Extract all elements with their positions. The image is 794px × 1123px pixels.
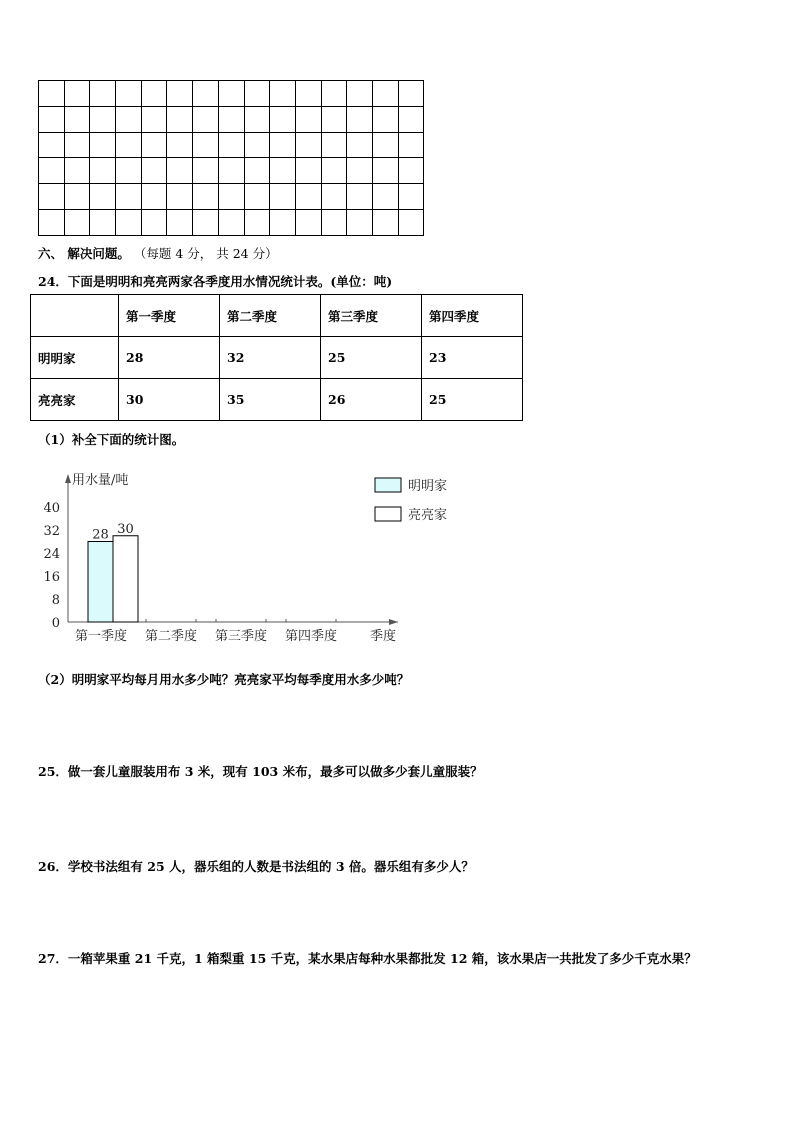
grid-cell bbox=[244, 158, 270, 184]
grid-cell bbox=[167, 209, 193, 235]
grid-cell bbox=[39, 184, 65, 210]
table-header-cell: 第三季度 bbox=[321, 295, 422, 337]
legend-label: 亮亮家 bbox=[408, 508, 448, 523]
legend-swatch bbox=[375, 478, 401, 492]
table-cell: 明明家 bbox=[31, 337, 119, 379]
grid-cell bbox=[193, 184, 219, 210]
grid-cell bbox=[218, 81, 244, 107]
grid-cell bbox=[193, 132, 219, 158]
grid-cell bbox=[116, 132, 142, 158]
grid-cell bbox=[270, 106, 296, 132]
grid-cell bbox=[218, 106, 244, 132]
grid-cell bbox=[39, 209, 65, 235]
x-tick-label: 第二季度 bbox=[144, 629, 198, 644]
grid-cell bbox=[244, 81, 270, 107]
x-tick-label: 第四季度 bbox=[284, 629, 338, 644]
grid-cell bbox=[90, 132, 116, 158]
grid-cell bbox=[398, 209, 424, 235]
grid-cell bbox=[398, 132, 424, 158]
x-axis-label: 季度 bbox=[369, 629, 397, 644]
x-axis-arrow bbox=[389, 619, 398, 625]
grid-cell bbox=[218, 132, 244, 158]
grid-cell bbox=[218, 209, 244, 235]
grid-row bbox=[39, 81, 424, 107]
water-usage-bar-chart bbox=[30, 462, 470, 652]
grid-cell bbox=[270, 209, 296, 235]
grid-cell bbox=[270, 158, 296, 184]
grid-cell bbox=[321, 184, 347, 210]
table-row bbox=[31, 379, 523, 421]
question-24-sub1: （1）补全下面的统计图。 bbox=[38, 432, 185, 447]
grid-row bbox=[39, 106, 424, 132]
grid-cell bbox=[141, 209, 167, 235]
table-header-cell: 第二季度 bbox=[220, 295, 321, 337]
grid-cell bbox=[295, 81, 321, 107]
grid-cell bbox=[64, 209, 90, 235]
section-six-score: （每题 4 分， 共 24 分） bbox=[133, 246, 278, 261]
grid-row bbox=[39, 209, 424, 235]
grid-cell bbox=[39, 158, 65, 184]
table-cell: 35 bbox=[220, 379, 321, 421]
question-27-text: 27．一箱苹果重 21 千克，1 箱梨重 15 千克，某水果店每种水果都批发 12 箱，该水果店一共批发了多少千克水果？ bbox=[38, 951, 697, 966]
section-six-heading bbox=[38, 244, 278, 262]
grid-cell bbox=[295, 158, 321, 184]
grid-cell bbox=[347, 184, 373, 210]
grid-cell bbox=[167, 184, 193, 210]
legend-swatch bbox=[375, 507, 401, 521]
y-tick-label: 16 bbox=[43, 570, 60, 585]
table-cell: 25 bbox=[321, 337, 422, 379]
grid-cell bbox=[193, 106, 219, 132]
grid-cell bbox=[372, 106, 398, 132]
grid-cell bbox=[321, 132, 347, 158]
grid-cell bbox=[193, 158, 219, 184]
grid-cell bbox=[347, 132, 373, 158]
grid-cell bbox=[193, 209, 219, 235]
grid-cell bbox=[295, 106, 321, 132]
grid-cell bbox=[64, 184, 90, 210]
grid-cell bbox=[372, 132, 398, 158]
bar-mingming bbox=[88, 542, 113, 623]
grid-cell bbox=[347, 158, 373, 184]
grid-cell bbox=[64, 132, 90, 158]
grid-cell bbox=[141, 184, 167, 210]
grid-cell bbox=[90, 81, 116, 107]
grid-cell bbox=[347, 106, 373, 132]
grid-cell bbox=[347, 81, 373, 107]
grid-cell bbox=[64, 158, 90, 184]
grid-cell bbox=[167, 106, 193, 132]
grid-cell bbox=[270, 81, 296, 107]
grid-cell bbox=[295, 132, 321, 158]
grid-cell bbox=[398, 158, 424, 184]
grid-cell bbox=[90, 106, 116, 132]
section-six-title: 六、 解决问题。 bbox=[38, 246, 130, 261]
grid-cell bbox=[372, 184, 398, 210]
grid-cell bbox=[167, 158, 193, 184]
question-26-text: 26．学校书法组有 25 人，器乐组的人数是书法组的 3 倍。器乐组有多少人？ bbox=[38, 859, 474, 874]
grid-cell bbox=[116, 184, 142, 210]
grid-cell bbox=[398, 106, 424, 132]
table-cell: 26 bbox=[321, 379, 422, 421]
question-24-sub2: （2）明明家平均每月用水多少吨？亮亮家平均每季度用水多少吨？ bbox=[38, 672, 410, 687]
grid-cell bbox=[141, 106, 167, 132]
grid-row bbox=[39, 158, 424, 184]
table-header-cell bbox=[31, 295, 119, 337]
y-axis-arrow bbox=[65, 474, 71, 483]
grid-cell bbox=[64, 106, 90, 132]
question-25-text: 25．做一套儿童服装用布 3 米，现有 103 米布，最多可以做多少套儿童服装？ bbox=[38, 764, 483, 779]
grid-cell bbox=[39, 81, 65, 107]
grid-cell bbox=[398, 184, 424, 210]
y-tick-label: 8 bbox=[51, 593, 60, 608]
grid-cell bbox=[90, 209, 116, 235]
y-tick-label: 40 bbox=[43, 501, 60, 516]
grid-cell bbox=[347, 209, 373, 235]
grid-cell bbox=[141, 132, 167, 158]
y-tick-label: 0 bbox=[51, 616, 60, 631]
grid-cell bbox=[372, 158, 398, 184]
grid-cell bbox=[321, 209, 347, 235]
table-cell: 亮亮家 bbox=[31, 379, 119, 421]
x-tick-label: 第一季度 bbox=[74, 629, 128, 644]
bar-data-label: 28 bbox=[92, 527, 109, 543]
grid-cell bbox=[372, 81, 398, 107]
grid-cell bbox=[244, 209, 270, 235]
table-header-row bbox=[31, 295, 523, 337]
grid-cell bbox=[90, 158, 116, 184]
table-cell: 30 bbox=[119, 379, 220, 421]
grid-cell bbox=[295, 209, 321, 235]
grid-cell bbox=[321, 158, 347, 184]
grid-cell bbox=[398, 81, 424, 107]
table-cell: 23 bbox=[422, 337, 523, 379]
table-header-cell: 第四季度 bbox=[422, 295, 523, 337]
grid-cell bbox=[218, 184, 244, 210]
grid-cell bbox=[244, 106, 270, 132]
grid-row bbox=[39, 132, 424, 158]
grid-cell bbox=[39, 106, 65, 132]
legend-label: 明明家 bbox=[408, 479, 448, 494]
grid-cell bbox=[295, 184, 321, 210]
grid-row bbox=[39, 184, 424, 210]
water-usage-table bbox=[30, 294, 523, 421]
y-tick-label: 24 bbox=[43, 547, 60, 562]
grid-cell bbox=[90, 184, 116, 210]
table-cell: 28 bbox=[119, 337, 220, 379]
table-cell: 25 bbox=[422, 379, 523, 421]
grid-cell bbox=[39, 132, 65, 158]
grid-cell bbox=[116, 106, 142, 132]
grid-cell bbox=[116, 158, 142, 184]
y-tick-label: 32 bbox=[43, 524, 60, 539]
grid-cell bbox=[116, 81, 142, 107]
grid-cell bbox=[193, 81, 219, 107]
table-cell: 32 bbox=[220, 337, 321, 379]
grid-cell bbox=[218, 158, 244, 184]
grid-cell bbox=[116, 209, 142, 235]
table-row bbox=[31, 337, 523, 379]
grid-cell bbox=[141, 81, 167, 107]
grid-cell bbox=[321, 106, 347, 132]
question-24-text: 24．下面是明明和亮亮两家各季度用水情况统计表。(单位：吨) bbox=[38, 274, 393, 289]
bar-data-label: 30 bbox=[117, 521, 134, 537]
grid-cell bbox=[167, 81, 193, 107]
grid-cell bbox=[321, 81, 347, 107]
writing-grid bbox=[38, 80, 424, 236]
grid-cell bbox=[244, 132, 270, 158]
y-axis-label: 用水量/吨 bbox=[72, 473, 129, 488]
grid-cell bbox=[270, 184, 296, 210]
grid-cell bbox=[270, 132, 296, 158]
grid-cell bbox=[244, 184, 270, 210]
x-tick-label: 第三季度 bbox=[214, 629, 268, 644]
grid-cell bbox=[141, 158, 167, 184]
grid-cell bbox=[372, 209, 398, 235]
table-header-cell: 第一季度 bbox=[119, 295, 220, 337]
grid-cell bbox=[167, 132, 193, 158]
grid-cell bbox=[64, 81, 90, 107]
bar-liangliang bbox=[113, 536, 138, 622]
